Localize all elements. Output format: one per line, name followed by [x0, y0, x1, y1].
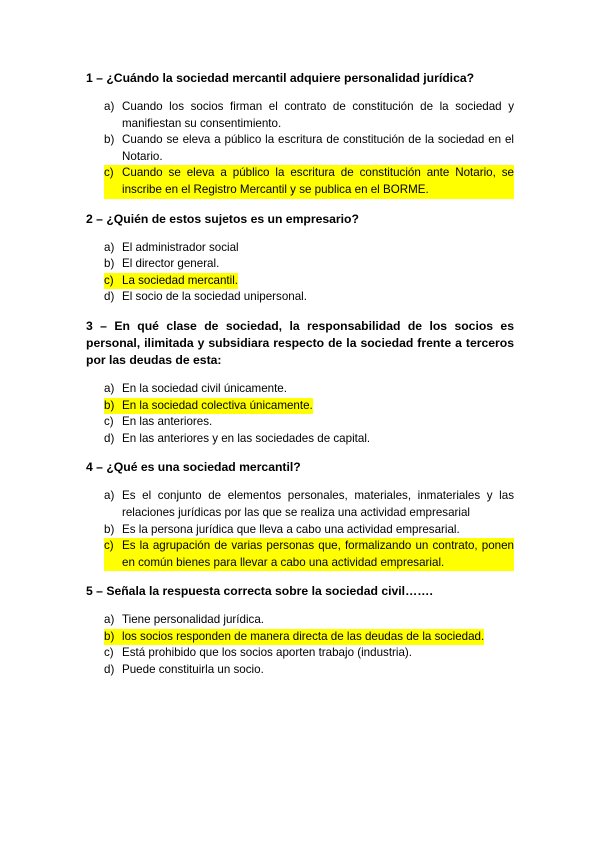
- option-letter: c): [86, 273, 122, 290]
- option-2c-highlighted: [86, 273, 514, 290]
- question-3-options: [86, 381, 514, 447]
- option-4b: [86, 522, 514, 539]
- option-letter: c): [86, 165, 122, 198]
- option-5c: [86, 645, 514, 662]
- option-1c-highlighted: [86, 165, 514, 198]
- question-4-options: [86, 488, 514, 571]
- option-3c: [86, 414, 514, 431]
- question-1-text: 1 – ¿Cuándo la sociedad mercantil adquiere personalidad jurídica?: [86, 71, 475, 85]
- option-2a: [86, 240, 514, 257]
- option-letter: a): [104, 100, 115, 113]
- option-text: El socio de la sociedad unipersonal.: [122, 290, 307, 304]
- quiz-content: [86, 70, 514, 691]
- option-text: Está prohibido que los socios aporten trabajo (industria).: [122, 646, 413, 660]
- option-letter: b): [104, 257, 115, 271]
- option-text: Cuando los socios firman el contrato de constitución de la sociedad y manifiestan su consentimiento.: [122, 100, 514, 130]
- option-letter: a): [104, 489, 115, 503]
- option-letter: a): [104, 613, 115, 627]
- option-5d: [86, 662, 514, 679]
- option-letter: b): [86, 629, 122, 646]
- option-text: Es el conjunto de elementos personales, materiales, inmateriales y las relaciones jurídicas por las que se realiza una actividad empresarial: [122, 489, 514, 519]
- question-4: [86, 459, 514, 571]
- option-2b: [86, 256, 514, 273]
- option-letter: a): [104, 240, 115, 254]
- option-text: En la sociedad colectiva únicamente.: [122, 398, 313, 415]
- question-3: [86, 318, 514, 447]
- option-text: Cuando se eleva a público la escritura de constitución ante Notario, se inscribe en el Registro Mercantil y se publica en el BORME.: [122, 165, 514, 198]
- option-letter: a): [104, 381, 115, 395]
- option-3b-highlighted: [86, 398, 514, 415]
- option-text: Es la agrupación de varias personas que, formalizando un contrato, ponen en común bienes para llevar a cabo una actividad empresarial.: [122, 538, 514, 571]
- question-5-text: 5 – Señala la respuesta correcta sobre la sociedad civil…….: [86, 584, 433, 599]
- option-text: La sociedad mercantil.: [122, 273, 238, 290]
- option-letter: d): [104, 290, 115, 304]
- option-letter: d): [104, 663, 115, 677]
- option-letter: c): [104, 415, 114, 429]
- option-letter: c): [86, 538, 122, 571]
- question-5: [86, 583, 514, 678]
- option-text: En la sociedad civil únicamente.: [122, 381, 287, 395]
- question-2: [86, 211, 514, 306]
- option-4a: [86, 488, 514, 521]
- option-text: Tiene personalidad jurídica.: [122, 613, 265, 627]
- question-4-text: 4 – ¿Qué es una sociedad mercantil?: [86, 460, 301, 475]
- option-text: Es la persona jurídica que lleva a cabo una actividad empresarial.: [122, 522, 460, 536]
- option-text: los socios responden de manera directa de las deudas de la sociedad.: [122, 629, 484, 646]
- option-letter: b): [104, 522, 115, 536]
- option-5b-highlighted: [86, 629, 514, 646]
- option-3a: [86, 381, 514, 398]
- option-2d: [86, 289, 514, 306]
- question-2-options: [86, 240, 514, 306]
- option-3d: [86, 431, 514, 448]
- option-1b: [86, 132, 514, 165]
- question-2-text: 2 – ¿Quién de estos sujetos es un empresario?: [86, 211, 359, 226]
- option-text: El administrador social: [122, 240, 239, 254]
- option-text: En las anteriores y en las sociedades de capital.: [122, 431, 371, 445]
- question-3-text: 3 – En qué clase de sociedad, la responsabilidad de los socios es personal, ilimitada y subsidiara respecto de la sociedad frente a terceros por las deudas de esta:: [86, 318, 514, 367]
- option-5a: [86, 612, 514, 629]
- question-1: [86, 70, 514, 199]
- option-text: Cuando se eleva a público la escritura de constitución de la sociedad en el Notario.: [122, 133, 514, 163]
- option-letter: d): [104, 431, 115, 445]
- option-text: En las anteriores.: [122, 415, 213, 429]
- question-5-options: [86, 612, 514, 678]
- option-letter: c): [104, 646, 114, 660]
- option-1a: [86, 99, 514, 132]
- option-letter: b): [86, 398, 122, 415]
- option-text: Puede constituirla un socio.: [122, 663, 264, 677]
- question-1-options: [86, 99, 514, 199]
- option-4c-highlighted: [86, 538, 514, 571]
- option-text: El director general.: [122, 257, 220, 271]
- option-letter: b): [104, 133, 115, 147]
